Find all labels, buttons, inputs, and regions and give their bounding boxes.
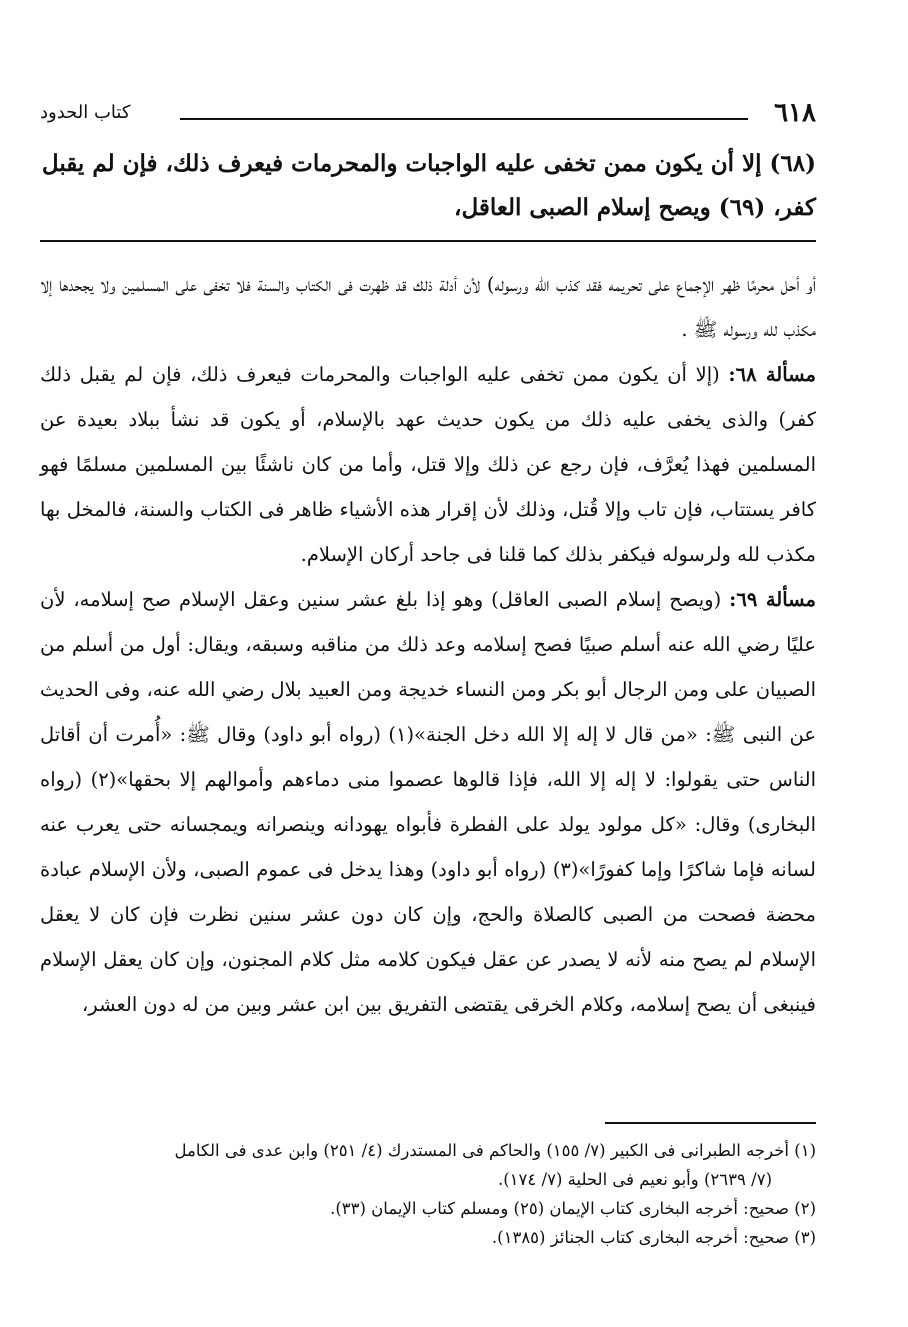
header-rule [180, 118, 748, 120]
footnote-3: (٣) صحيح: أخرجه البخارى كتاب الجنائز (١٣٨٥). [491, 1228, 816, 1247]
matn-separator-rule [40, 240, 816, 242]
matn-text [40, 142, 816, 230]
page-number: ٦١٨ [774, 98, 816, 128]
masala-69-text: (ويصح إسلام الصبى العاقل) وهو إذا بلغ عشر سنين وعقل الإسلام صح إسلامه، لأن عليًا رضي الله عنه أسلم صبيًا فصح إسلامه وعد ذلك من مناقبه وسبقه، ويقال: أول من أسلم من الصبيان على ومن الرجال أبو بكر ومن النساء خديجة ومن العبيد بلال رضي الله عنه، وفى الحديث عن النبى ﷺ: «من قال لا إله إلا الله دخل الجنة»(١) (رواه أبو داود) وقال ﷺ: «أُمرت أن أقاتل الناس حتى يقولوا: لا إله إلا الله، فإذا قالوها عصموا منى دماءهم وأموالهم إلا بحقها»(٢) (رواه البخارى) وقال: «كل مولود يولد على الفطرة فأبواه يهودانه وينصرانه ويمجسانه حتى يعرب عنه لسانه فإما شاكرًا وإما كفورًا»(٣) (رواه أبو داود) وهذا يدخل فى عموم الصبى، ولأن الإسلام عبادة محضة فصحت من الصبى كالصلاة والحج، وإن كان دون عشر سنين نظرت فإن كان لا يعقل الإسلام لم يصح منه لأنه لا يصدر عن عقل فيكون كلامه مثل كلام المجنون، وإن كان يعقل الإسلام فينبغى أن يصح إسلامه، وكلام الخرقى يقتضى التفريق بين ابن عشر وبين من له دون العشر، [40, 588, 817, 1016]
footnote-rule [605, 1122, 816, 1124]
page-header [40, 96, 816, 136]
masala-69-label: مسألة ٦٩: [729, 588, 817, 611]
footnotes [40, 1136, 816, 1252]
masala-68-text: (إلا أن يكون ممن تخفى عليه الواجبات والمحرمات فيعرف ذلك، فإن لم يقبل ذلك كفر) والذى يخفى عليه ذلك من يكون حديث عهد بالإسلام، أو يكون قد نشأ ببلاد بعيدة عن المسلمين فهذا يُعرَّف، فإن رجع عن ذلك وإلا قتل، وأما من كان ناشئًا بين المسلمين مسلمًا فهو كافر يستتاب، فإن تاب وإلا قُتل، وذلك لأن إقرار هذه الأشياء ظاهر فى الكتاب والسنة، فالمخل بها مكذب لله ولرسوله فيكفر بذلك كما قلنا فى جاحد أركان الإسلام. [40, 363, 816, 566]
masala-69-paragraph [40, 577, 816, 1027]
masala-68-paragraph [40, 352, 816, 577]
commentary-paragraph: أو أحل محرمًا ظهر الإجماع على تحريمه فقد كذب الله ورسوله) لأن أدلة ذلك قد ظهرت فى الكتاب والسنة فلا تخفى على المسلمين ولا يجحدها إلا مكذب لله ورسوله ﷺ . [40, 273, 816, 341]
matn-line: كفر، (٦٩) ويصح إسلام الصبى العاقل، [454, 194, 816, 221]
commentary-text [40, 262, 816, 1027]
footnote-1: (١) أخرجه الطبرانى فى الكبير (٧/ ١٥٥) والحاكم فى المستدرك (٤/ ٢٥١) وابن عدى فى الكامل [174, 1141, 816, 1160]
footnote-1-continued: (٧/ ٢٦٣٩) وأبو نعيم فى الحلية (٧/ ١٧٤). [497, 1170, 772, 1189]
matn-line: (٦٨) إلا أن يكون ممن تخفى عليه الواجبات والمحرمات فيعرف ذلك، فإن لم يقبل [41, 150, 816, 177]
masala-68-label: مسألة ٦٨: [728, 363, 816, 386]
running-title: كتاب الحدود [40, 102, 131, 123]
footnote-2: (٢) صحيح: أخرجه البخارى كتاب الإيمان (٢٥) ومسلم كتاب الإيمان (٣٣). [330, 1199, 816, 1218]
